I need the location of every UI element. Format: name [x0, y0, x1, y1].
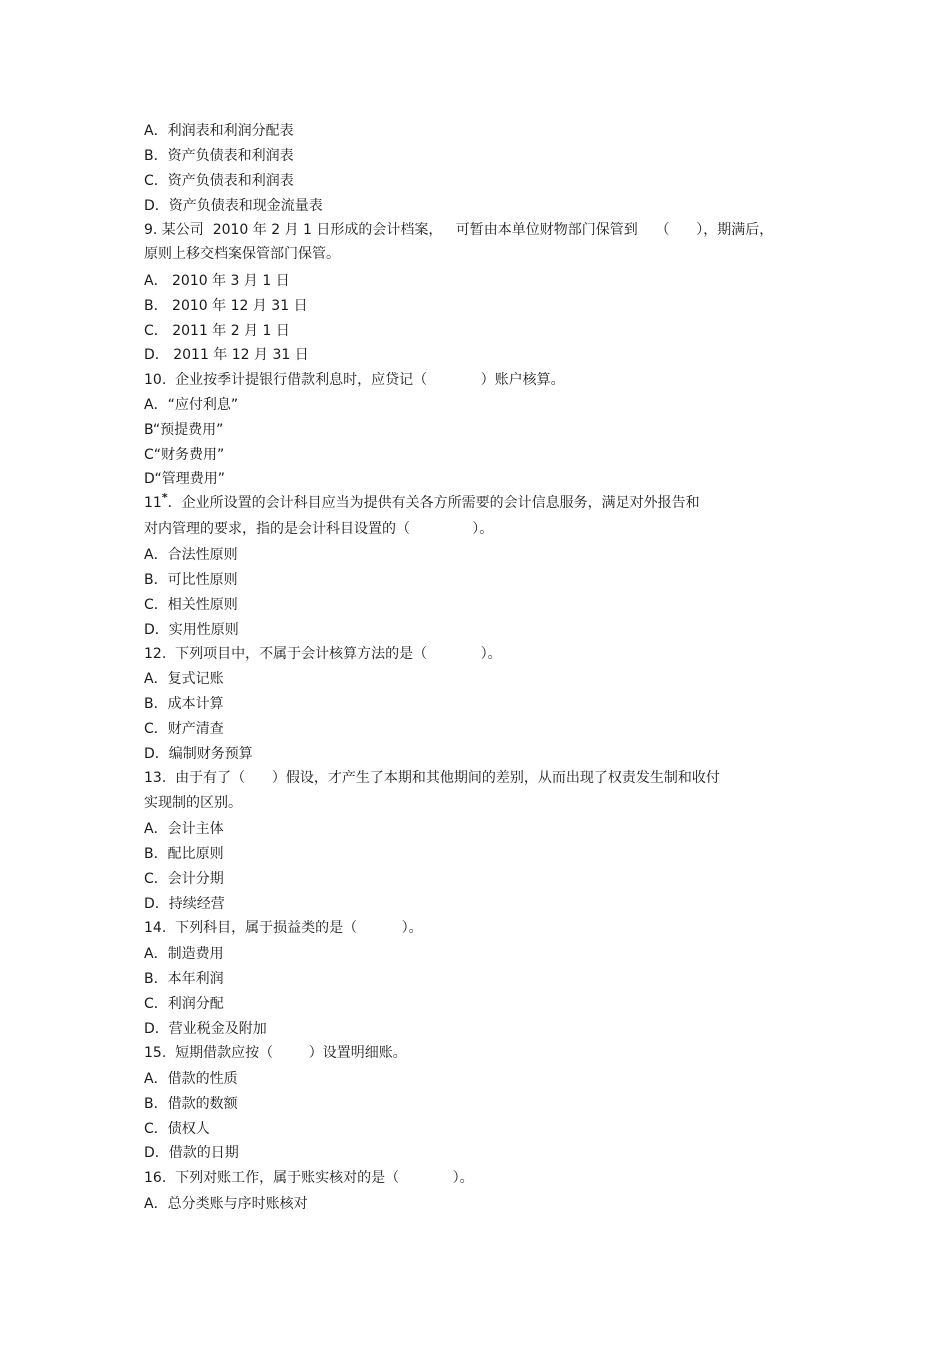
option-line: A．合法性原则 — [144, 547, 238, 563]
star-mark: * — [161, 491, 168, 504]
question-9-line-2: 原则上移交档案保管部门保管。 — [144, 246, 340, 262]
option-line: D．营业税金及附加 — [144, 1021, 267, 1037]
option-line: B． 2010 年 12 月 31 日 — [144, 298, 308, 314]
option-line: B．资产负债表和利润表 — [144, 148, 294, 164]
option-line: B“预提费用” — [144, 422, 224, 438]
option-line: C．利润分配 — [144, 996, 224, 1012]
option-line: A．会计主体 — [144, 821, 224, 837]
option-line: B．配比原则 — [144, 846, 224, 862]
option-line: A．总分类账与序时账核对 — [144, 1196, 308, 1212]
question-11-text: ．企业所设置的会计科目应当为提供有关各方所需要的会计信息服务，满足对外报告和 — [167, 495, 700, 511]
question-12: 12. 下列项目中，不属于会计核算方法的是（ ）。 — [144, 646, 502, 662]
option-line: D“管理费用” — [144, 471, 225, 487]
option-line: C“财务费用” — [144, 447, 225, 463]
question-15: 15. 短期借款应按（ ）设置明细账。 — [144, 1045, 407, 1061]
option-line: A．制造费用 — [144, 946, 224, 962]
option-line: D．资产负债表和现金流量表 — [144, 198, 323, 214]
option-line: C．财产清查 — [144, 721, 224, 737]
option-line: C．会计分期 — [144, 871, 224, 887]
option-line: C．债权人 — [144, 1121, 210, 1137]
option-line: B．可比性原则 — [144, 572, 238, 588]
question-11-line-2: 对内管理的要求，指的是会计科目设置的（ ）。 — [144, 521, 494, 537]
option-line: B．本年利润 — [144, 971, 224, 987]
option-line: D．实用性原则 — [144, 622, 239, 638]
option-line: C．相关性原则 — [144, 597, 238, 613]
question-13-line-2: 实现制的区别。 — [144, 795, 242, 811]
option-line: B．成本计算 — [144, 696, 224, 712]
option-line: A．“应付利息” — [144, 397, 239, 413]
option-line: A．借款的性质 — [144, 1071, 238, 1087]
question-13-line-1: 13. 由于有了（ ）假设，才产生了本期和其他期间的差别，从而出现了权责发生制和收付 — [144, 770, 720, 786]
option-line: A． 2010 年 3 月 1 日 — [144, 273, 290, 289]
option-line: C． 2011 年 2 月 1 日 — [144, 323, 290, 339]
question-14: 14. 下列科目，属于损益类的是（ ）。 — [144, 920, 423, 936]
option-line: A．利润表和利润分配表 — [144, 123, 294, 139]
option-line: B．借款的数额 — [144, 1096, 238, 1112]
option-line: D．借款的日期 — [144, 1145, 239, 1161]
question-11-number: 11 — [144, 495, 162, 511]
option-line: D．持续经营 — [144, 896, 225, 912]
option-line: A．复式记账 — [144, 671, 224, 687]
question-16: 16. 下列对账工作，属于账实核对的是（ ）。 — [144, 1170, 474, 1186]
option-line: D．编制财务预算 — [144, 746, 253, 762]
question-9-line-1: 9. 某公司 2010 年 2 月 1 日形成的会计档案， 可暂由本单位财物部门保管到 （ ），期满后， — [144, 222, 774, 238]
option-line: C．资产负债表和利润表 — [144, 173, 294, 189]
option-line: D． 2011 年 12 月 31 日 — [144, 347, 309, 363]
question-10: 10. 企业按季计提银行借款利息时，应贷记（ ）账户核算。 — [144, 372, 565, 388]
question-11-line-1 — [144, 491, 700, 513]
